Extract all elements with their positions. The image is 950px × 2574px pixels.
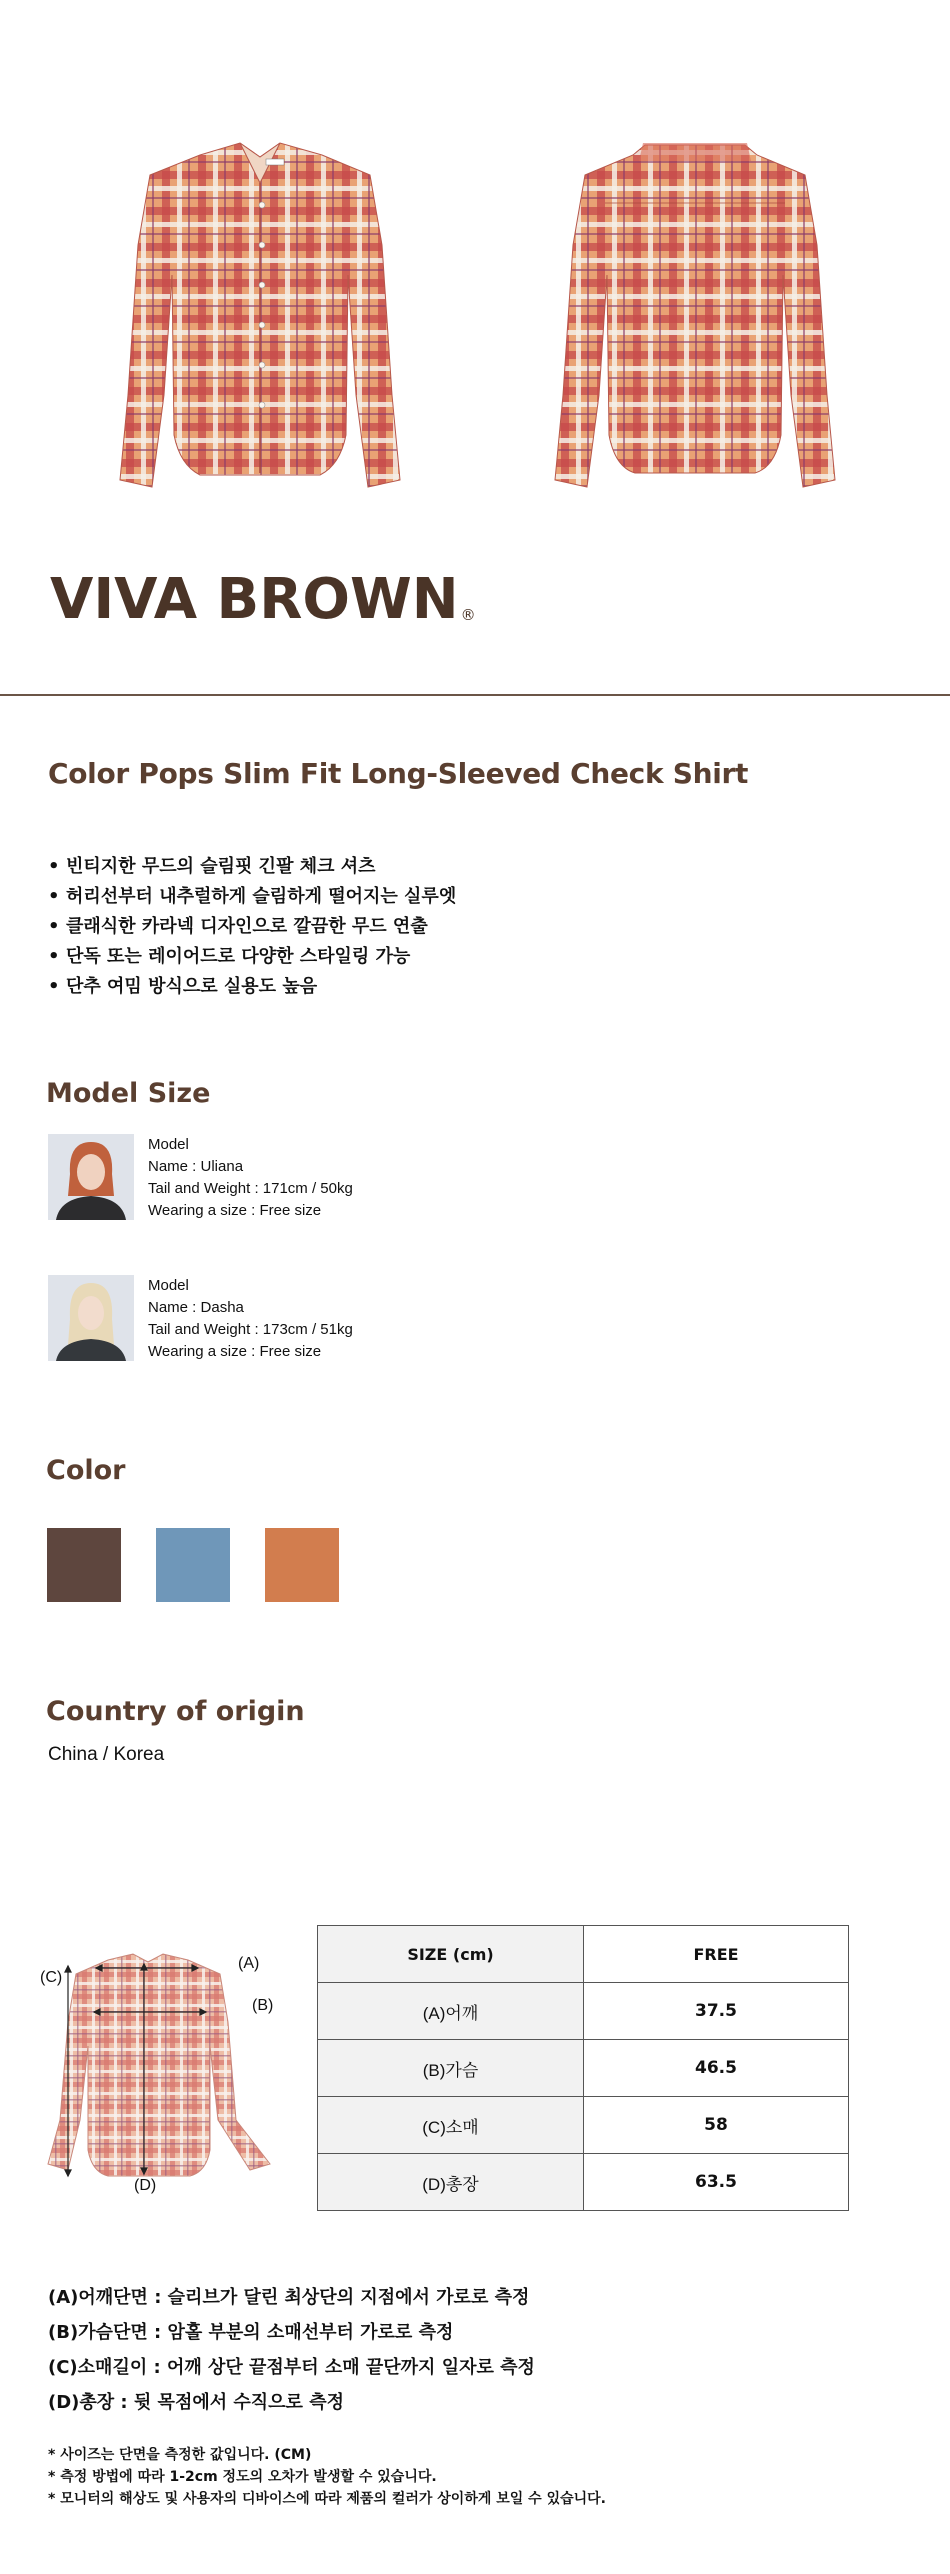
table-header-size: SIZE (cm) bbox=[318, 1926, 584, 1983]
table-row: (B)가슴 46.5 bbox=[318, 2040, 849, 2097]
fineprint-item: * 측정 방법에 따라 1-2cm 정도의 오차가 발생할 수 있습니다. bbox=[48, 2469, 437, 2485]
diagram-label-a: (A) bbox=[238, 1955, 260, 1972]
brand-reg-mark: ® bbox=[460, 606, 476, 624]
feature-item: • 빈티지한 무드의 슬림핏 긴팔 체크 셔츠 bbox=[48, 856, 376, 877]
table-header-row bbox=[318, 1926, 849, 1983]
fineprint-item: * 사이즈는 단면을 측정한 값입니다. (CM) bbox=[48, 2447, 312, 2463]
model-size-title: Model Size bbox=[46, 1078, 211, 1109]
note-item: (A)어깨단면 : 슬리브가 달린 최상단의 지점에서 가로로 측정 bbox=[48, 2287, 530, 2308]
table-header-free: FREE bbox=[584, 1926, 849, 1983]
color-title: Color bbox=[46, 1455, 126, 1486]
feature-item: • 허리선부터 내추럴하게 슬림하게 떨어지는 실루엣 bbox=[48, 886, 457, 907]
product-title: Color Pops Slim Fit Long-Sleeved Check Shirt bbox=[48, 757, 749, 790]
fineprint-list bbox=[48, 2444, 606, 2510]
note-item: (B)가슴단면 : 암홀 부분의 소매선부터 가로로 측정 bbox=[48, 2322, 454, 2343]
size-diagram bbox=[38, 1950, 288, 2200]
brand-name: VIVA BROWN bbox=[50, 567, 459, 632]
brand-logo bbox=[50, 567, 476, 632]
feature-item: • 클래식한 카라넥 디자인으로 깔끔한 무드 연출 bbox=[48, 916, 428, 937]
diagram-label-b: (B) bbox=[252, 1997, 274, 2014]
feature-list bbox=[48, 852, 456, 1002]
table-row: (D)총장 63.5 bbox=[318, 2154, 849, 2211]
diagram-label-c: (C) bbox=[40, 1969, 63, 1986]
shirt-back-image bbox=[525, 135, 865, 515]
origin-title: Country of origin bbox=[46, 1696, 305, 1727]
measurement-notes bbox=[48, 2280, 535, 2420]
color-swatch-brown[interactable] bbox=[47, 1528, 121, 1602]
note-item: (D)총장 : 뒷 목점에서 수직으로 측정 bbox=[48, 2392, 344, 2413]
section-divider bbox=[0, 694, 950, 696]
fineprint-item: * 모니터의 해상도 및 사용자의 디바이스에 따라 제품의 컬러가 상이하게 보일 수 있습니다. bbox=[48, 2491, 606, 2507]
size-table bbox=[317, 1925, 849, 2211]
table-row: (A)어깨 37.5 bbox=[318, 1983, 849, 2040]
origin-value: China / Korea bbox=[48, 1744, 165, 1765]
model-info: Model Name : Uliana Tail and Weight : 171cm / 50kg Wearing a size : Free size bbox=[148, 1136, 353, 1219]
feature-item: • 단추 여밈 방식으로 실용도 높음 bbox=[48, 976, 318, 997]
shirt-front-image bbox=[90, 135, 430, 515]
model-info: Model Name : Dasha Tail and Weight : 173cm / 51kg Wearing a size : Free size bbox=[148, 1277, 353, 1360]
table-row: (C)소매 58 bbox=[318, 2097, 849, 2154]
diagram-label-d: (D) bbox=[134, 2177, 157, 2194]
model-photo bbox=[48, 1134, 134, 1220]
color-swatch-blue[interactable] bbox=[156, 1528, 230, 1602]
color-swatch-orange[interactable] bbox=[265, 1528, 339, 1602]
note-item: (C)소매길이 : 어깨 상단 끝점부터 소매 끝단까지 일자로 측정 bbox=[48, 2357, 535, 2378]
feature-item: • 단독 또는 레이어드로 다양한 스타일링 가능 bbox=[48, 946, 411, 967]
model-photo bbox=[48, 1275, 134, 1361]
